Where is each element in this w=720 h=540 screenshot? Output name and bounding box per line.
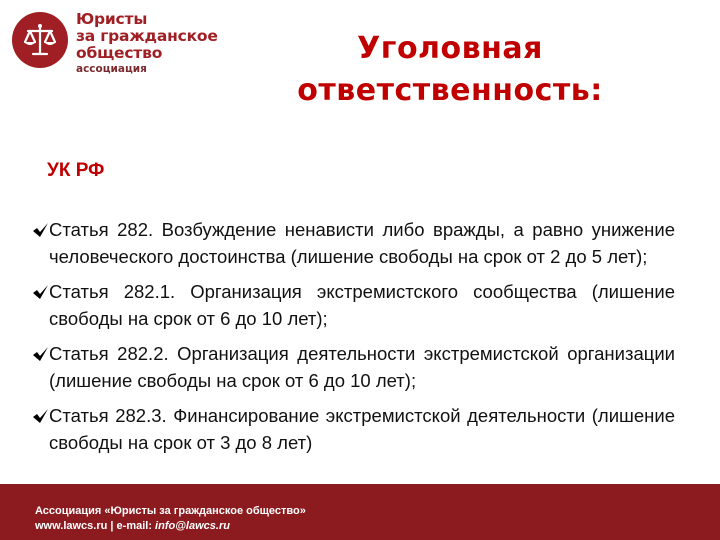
arrow-checkmark-bullet-icon [32,408,49,424]
footer-organization: Ассоциация «Юристы за гражданское общество» [35,505,306,517]
article-text: Статья 282.2. Организация деятельности экстремистской организации (лишение свободы на срок от 6 до 10 лет); [49,343,675,391]
logo-text-line3: общество [76,44,163,62]
list-item [47,402,675,456]
slide-title-line1: Уголовная [357,31,543,66]
scales-of-justice-icon [12,12,68,68]
footer-website-link[interactable]: www.lawcs.ru [35,520,108,532]
section-heading: УК РФ [47,160,105,181]
logo-text-line2: за гражданское [76,27,218,45]
logo-text-line1: Юристы [76,10,148,28]
article-text: Статья 282.3. Финансирование экстремистской деятельности (лишение свободы на срок от 3 до 8 лет) [49,405,675,453]
list-item [47,216,675,270]
footer-contacts [35,520,230,532]
slide-title [250,28,650,112]
footer-separator: | e-mail: [107,520,156,532]
arrow-checkmark-bullet-icon [32,346,49,362]
arrow-checkmark-bullet-icon [32,222,49,238]
list-item [47,278,675,332]
slide-title-line2: ответственность: [297,73,603,108]
arrow-checkmark-bullet-icon [32,284,49,300]
logo-text-line4: ассоциация [76,63,147,75]
article-text: Статья 282.1. Организация экстремистского сообщества (лишение свободы на срок от 6 до 10 лет); [49,281,675,329]
article-text: Статья 282. Возбуждение ненависти либо вражды, а равно унижение человеческого достоинства (лишение свободы на срок от 2 до 5 лет); [49,219,675,267]
footer-email-link[interactable]: info@lawcs.ru [155,520,230,532]
list-item [47,340,675,394]
article-list [47,216,675,464]
logo [12,12,218,76]
